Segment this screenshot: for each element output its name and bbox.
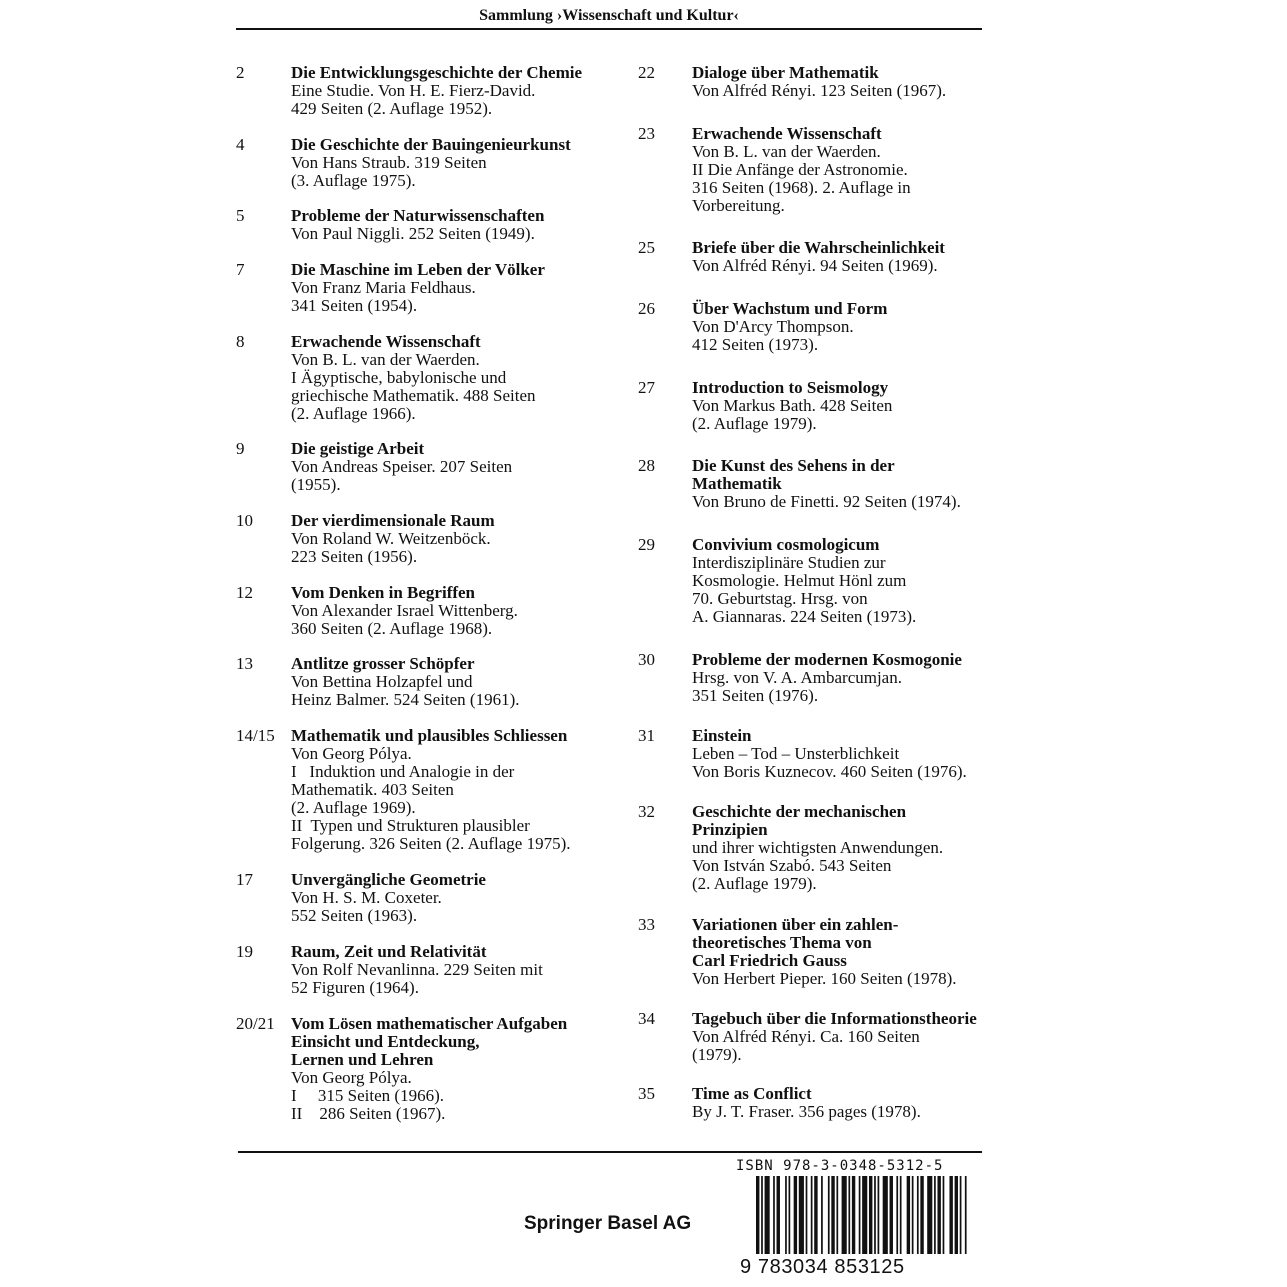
- catalog-entry: [638, 916, 957, 988]
- entry-title: Briefe über die Wahrscheinlichkeit: [692, 238, 945, 257]
- entry-detail: Von Georg Pólya.: [291, 744, 412, 763]
- catalog-entry: [236, 943, 543, 997]
- entry-title: Variationen über ein zahlen-: [692, 915, 899, 934]
- entry-title: Prinzipien: [692, 820, 768, 839]
- entry-detail: Folgerung. 326 Seiten (2. Auflage 1975).: [291, 834, 571, 853]
- entry-title: Erwachende Wissenschaft: [692, 124, 882, 143]
- isbn-number: ISBN 978-3-0348-5312-5: [736, 1158, 944, 1174]
- entry-body: [291, 207, 544, 243]
- volume-number: 22: [638, 63, 655, 82]
- volume-number: 20/21: [236, 1014, 275, 1033]
- volume-number: 27: [638, 378, 655, 397]
- entry-detail: (1955).: [291, 475, 341, 494]
- entry-title: Tagebuch über die Informationstheorie: [692, 1009, 977, 1028]
- entry-detail: 351 Seiten (1976).: [692, 686, 819, 705]
- entry-detail: (2. Auflage 1969).: [291, 798, 416, 817]
- entry-title: Über Wachstum und Form: [692, 299, 888, 318]
- entry-title: Probleme der modernen Kosmogonie: [692, 650, 962, 669]
- entry-detail: Von Franz Maria Feldhaus.: [291, 278, 476, 297]
- entry-detail: By J. T. Fraser. 356 pages (1978).: [692, 1102, 921, 1121]
- entry-body: [291, 512, 495, 566]
- entry-body: [291, 136, 571, 190]
- entry-detail: 316 Seiten (1968). 2. Auflage in: [692, 178, 911, 197]
- entry-detail: Von Herbert Pieper. 160 Seiten (1978).: [692, 969, 957, 988]
- entry-detail: (3. Auflage 1975).: [291, 171, 416, 190]
- entry-body: [291, 440, 512, 494]
- entry-detail: 552 Seiten (1963).: [291, 906, 418, 925]
- entry-body: [291, 1015, 567, 1123]
- entry-detail: Heinz Balmer. 524 Seiten (1961).: [291, 690, 520, 709]
- entry-body: [692, 727, 967, 781]
- volume-number: 4: [236, 135, 245, 154]
- catalog-entry: [638, 239, 945, 275]
- volume-number: 7: [236, 260, 245, 279]
- entry-detail: Von Rolf Nevanlinna. 229 Seiten mit: [291, 960, 543, 979]
- entry-body: [291, 871, 486, 925]
- entry-title: Dialoge über Mathematik: [692, 63, 879, 82]
- barcode-digits: 9 783034 853125: [740, 1256, 905, 1278]
- volume-number: 8: [236, 332, 245, 351]
- entry-body: [692, 916, 957, 988]
- entry-body: [692, 1010, 977, 1064]
- entry-detail: Von Paul Niggli. 252 Seiten (1949).: [291, 224, 535, 243]
- catalog-entry: [638, 125, 911, 215]
- entry-title: Geschichte der mechanischen: [692, 802, 907, 821]
- entry-body: [291, 64, 582, 118]
- barcode: [756, 1176, 970, 1254]
- volume-number: 26: [638, 299, 655, 318]
- volume-number: 9: [236, 439, 245, 458]
- entry-body: [692, 651, 962, 705]
- entry-detail: Von Bettina Holzapfel und: [291, 672, 473, 691]
- catalog-entry: [236, 64, 582, 118]
- entry-detail: II Typen und Strukturen plausibler: [291, 816, 530, 835]
- catalog-entry: [236, 727, 571, 853]
- catalog-entry: [638, 379, 892, 433]
- entry-detail: Von István Szabó. 543 Seiten: [692, 856, 892, 875]
- catalog-entry: [236, 333, 536, 423]
- entry-title: Mathematik: [692, 474, 782, 493]
- volume-number: 19: [236, 942, 253, 961]
- catalog-entry: [638, 651, 962, 705]
- entry-body: [291, 584, 518, 638]
- entry-detail: Eine Studie. Von H. E. Fierz-David.: [291, 81, 536, 100]
- bottom-rule: [238, 1151, 982, 1153]
- entry-title: Einstein: [692, 726, 752, 745]
- entry-body: [692, 457, 961, 511]
- entry-detail: Kosmologie. Helmut Hönl zum: [692, 571, 907, 590]
- volume-number: 5: [236, 206, 245, 225]
- entry-body: [291, 333, 536, 423]
- entry-title: Die Geschichte der Bauingenieurkunst: [291, 135, 571, 154]
- entry-detail: Von Markus Bath. 428 Seiten: [692, 396, 893, 415]
- catalog-entry: [638, 1010, 977, 1064]
- volume-number: 33: [638, 915, 655, 934]
- volume-number: 25: [638, 238, 655, 257]
- entry-title: Unvergängliche Geometrie: [291, 870, 486, 889]
- entry-title: Die geistige Arbeit: [291, 439, 425, 458]
- entry-detail: und ihrer wichtigsten Anwendungen.: [692, 838, 944, 857]
- entry-title: theoretisches Thema von: [692, 933, 872, 952]
- catalog-entry: [236, 207, 544, 243]
- entry-detail: I Induktion und Analogie in der: [291, 762, 515, 781]
- catalog-entry: [638, 1085, 921, 1121]
- volume-number: 17: [236, 870, 253, 889]
- entry-title: Raum, Zeit und Relativität: [291, 942, 487, 961]
- entry-detail: Von D'Arcy Thompson.: [692, 317, 854, 336]
- entry-detail: Von H. S. M. Coxeter.: [291, 888, 442, 907]
- entry-title: Mathematik und plausibles Schliessen: [291, 726, 568, 745]
- entry-detail: 70. Geburtstag. Hrsg. von: [692, 589, 868, 608]
- entry-body: [291, 655, 520, 709]
- series-header: Sammlung ›Wissenschaft und Kultur‹: [479, 7, 739, 24]
- entry-body: [291, 261, 545, 315]
- entry-body: [692, 1085, 921, 1121]
- entry-body: [692, 239, 945, 275]
- entry-detail: 52 Figuren (1964).: [291, 978, 419, 997]
- entry-detail: 429 Seiten (2. Auflage 1952).: [291, 99, 493, 118]
- entry-body: [692, 125, 911, 215]
- entry-title: Carl Friedrich Gauss: [692, 951, 847, 970]
- volume-number: 30: [638, 650, 655, 669]
- entry-detail: 412 Seiten (1973).: [692, 335, 819, 354]
- entry-detail: Von Alfréd Rényi. 94 Seiten (1969).: [692, 256, 938, 275]
- entry-title: Probleme der Naturwissenschaften: [291, 206, 545, 225]
- catalog-entry: [638, 300, 887, 354]
- catalog-entry: [236, 512, 495, 566]
- entry-body: [692, 803, 943, 893]
- catalog-entry: [236, 1015, 567, 1123]
- entry-detail: (2. Auflage 1966).: [291, 404, 416, 423]
- volume-number: 14/15: [236, 726, 275, 745]
- entry-detail: griechische Mathematik. 488 Seiten: [291, 386, 536, 405]
- entry-title: Time as Conflict: [692, 1084, 812, 1103]
- catalog-entry: [236, 655, 520, 709]
- entry-body: [291, 943, 543, 997]
- entry-detail: Leben – Tod – Unsterblichkeit: [692, 744, 900, 763]
- entry-detail: (2. Auflage 1979).: [692, 414, 817, 433]
- entry-body: [692, 536, 916, 626]
- entry-detail: Von Roland W. Weitzenböck.: [291, 529, 491, 548]
- entry-title: Der vierdimensionale Raum: [291, 511, 495, 530]
- entry-title: Vom Lösen mathematischer Aufgaben: [291, 1014, 568, 1033]
- entry-title: Introduction to Seismology: [692, 378, 889, 397]
- entry-detail: II 286 Seiten (1967).: [291, 1104, 446, 1123]
- volume-number: 23: [638, 124, 655, 143]
- entry-title: Erwachende Wissenschaft: [291, 332, 481, 351]
- volume-number: 13: [236, 654, 253, 673]
- entry-title: Lernen und Lehren: [291, 1050, 434, 1069]
- catalog-entry: [638, 457, 961, 511]
- catalog-entry: [638, 727, 967, 781]
- volume-number: 34: [638, 1009, 655, 1028]
- catalog-entry: [236, 584, 518, 638]
- entry-title: Die Kunst des Sehens in der: [692, 456, 895, 475]
- catalog-entry: [638, 803, 943, 893]
- volume-number: 2: [236, 63, 245, 82]
- catalog-entry: [236, 440, 512, 494]
- entry-detail: II Die Anfänge der Astronomie.: [692, 160, 908, 179]
- entry-detail: (1979).: [692, 1045, 742, 1064]
- entry-detail: I Ägyptische, babylonische und: [291, 368, 507, 387]
- entry-detail: 341 Seiten (1954).: [291, 296, 418, 315]
- entry-title: Convivium cosmologicum: [692, 535, 880, 554]
- volume-number: 12: [236, 583, 253, 602]
- entry-detail: Von Alfréd Rényi. 123 Seiten (1967).: [692, 81, 947, 100]
- catalog-entry: [236, 871, 486, 925]
- entry-detail: Von B. L. van der Waerden.: [692, 142, 881, 161]
- volume-number: 28: [638, 456, 655, 475]
- entry-detail: 223 Seiten (1956).: [291, 547, 418, 566]
- entry-detail: Von Georg Pólya.: [291, 1068, 412, 1087]
- volume-number: 31: [638, 726, 655, 745]
- catalog-entry: [638, 64, 946, 100]
- entry-detail: Interdisziplinäre Studien zur: [692, 553, 886, 572]
- entry-detail: Von Alfréd Rényi. Ca. 160 Seiten: [692, 1027, 920, 1046]
- entry-detail: (2. Auflage 1979).: [692, 874, 817, 893]
- entry-detail: Vorbereitung.: [692, 196, 785, 215]
- entry-title: Die Maschine im Leben der Völker: [291, 260, 545, 279]
- publisher-name: Springer Basel AG: [524, 1213, 692, 1234]
- entry-detail: Von B. L. van der Waerden.: [291, 350, 480, 369]
- volume-number: 35: [638, 1084, 655, 1103]
- entry-detail: Von Andreas Speiser. 207 Seiten: [291, 457, 513, 476]
- entry-title: Vom Denken in Begriffen: [291, 583, 476, 602]
- entry-detail: Von Bruno de Finetti. 92 Seiten (1974).: [692, 492, 961, 511]
- entry-body: [692, 300, 887, 354]
- entry-detail: Mathematik. 403 Seiten: [291, 780, 454, 799]
- entry-body: [692, 379, 892, 433]
- entry-detail: 360 Seiten (2. Auflage 1968).: [291, 619, 493, 638]
- entry-title: Die Entwicklungsgeschichte der Chemie: [291, 63, 583, 82]
- entry-detail: Hrsg. von V. A. Ambarcumjan.: [692, 668, 902, 687]
- entry-title: Einsicht und Entdeckung,: [291, 1032, 480, 1051]
- entry-detail: Von Hans Straub. 319 Seiten: [291, 153, 487, 172]
- volume-number: 10: [236, 511, 253, 530]
- top-rule: [236, 28, 982, 30]
- entry-detail: Von Alexander Israel Wittenberg.: [291, 601, 518, 620]
- entry-detail: I 315 Seiten (1966).: [291, 1086, 444, 1105]
- entry-body: [692, 64, 946, 100]
- entry-detail: Von Boris Kuznecov. 460 Seiten (1976).: [692, 762, 967, 781]
- catalog-entry: [236, 261, 545, 315]
- volume-number: 32: [638, 802, 655, 821]
- entry-title: Antlitze grosser Schöpfer: [291, 654, 475, 673]
- volume-number: 29: [638, 535, 655, 554]
- entry-detail: A. Giannaras. 224 Seiten (1973).: [692, 607, 917, 626]
- entry-body: [291, 727, 571, 853]
- catalog-entry: [236, 136, 571, 190]
- catalog-entry: [638, 536, 916, 626]
